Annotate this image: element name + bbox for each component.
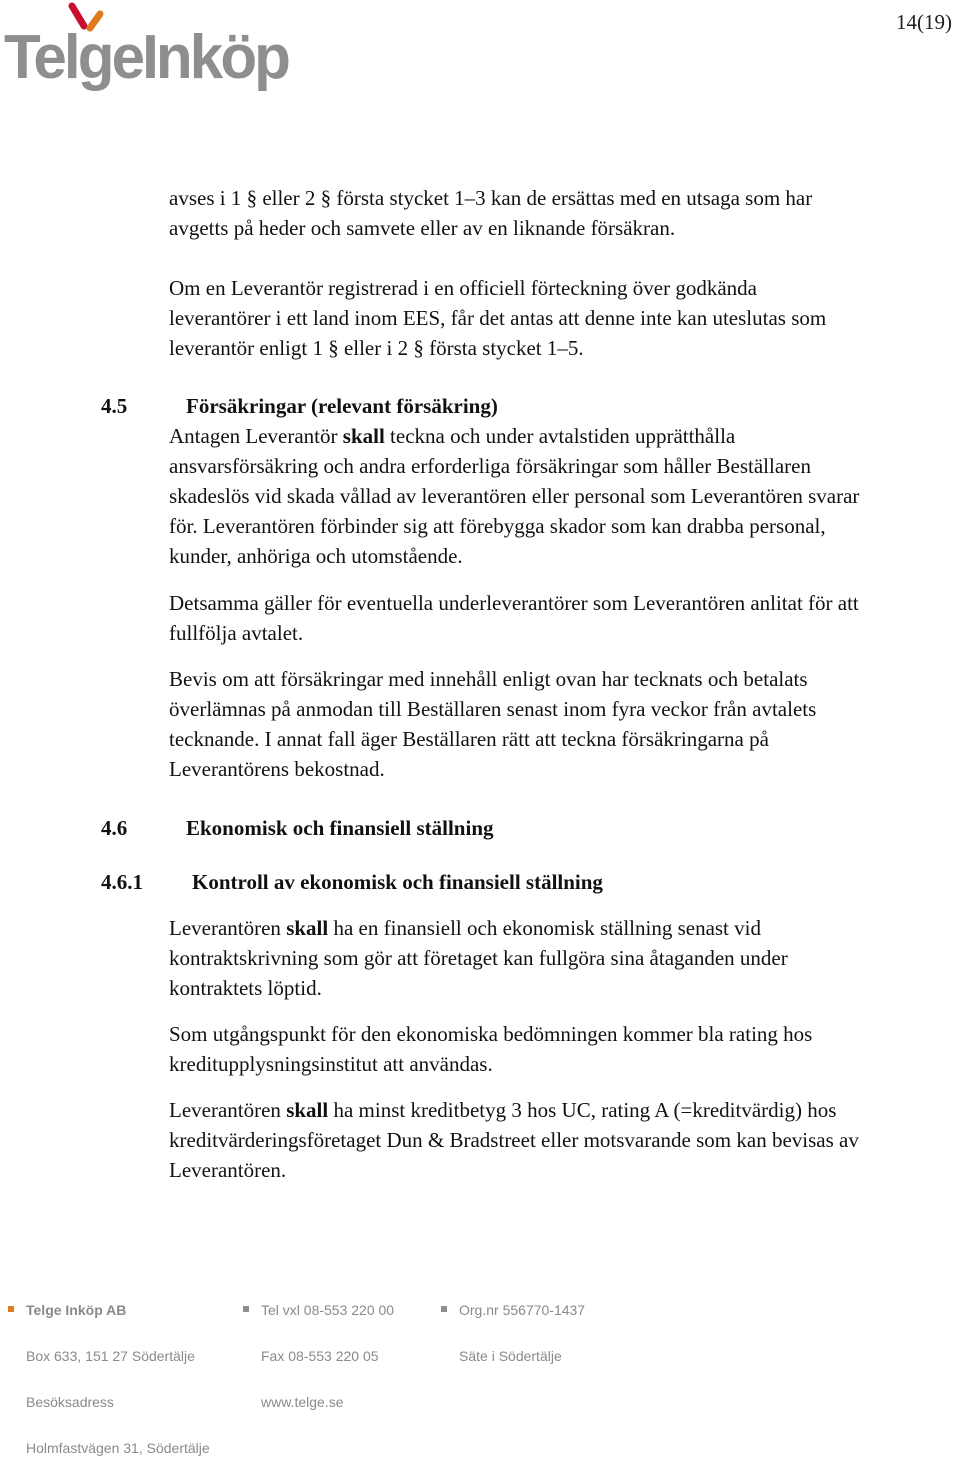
footer-tel: Tel vxl 08-553 220 00: [261, 1302, 395, 1318]
s461-p3-line-3: Leverantören.: [169, 1158, 287, 1182]
heading-4-6-1: [101, 867, 603, 897]
s461-p3-line-1: [169, 1095, 836, 1125]
s45-p3-line-4: Leverantörens bekostnad.: [169, 757, 385, 781]
s461-p1-line-2: kontraktskrivning som gör att företaget kan fullgöra sina åtaganden under: [169, 946, 788, 970]
s45-p1-line-2: ansvarsförsäkring och andra erforderliga försäkringar som håller Beställaren: [169, 454, 811, 478]
footer-box: Box 633, 151 27 Södertälje: [26, 1348, 195, 1364]
footer-fax: Fax 08-553 220 05: [261, 1348, 379, 1364]
heading-4-6-1-number: 4.6.1: [101, 870, 143, 894]
s461-p2-line-2: kreditupplysningsinstitut att användas.: [169, 1052, 493, 1076]
logo-graphic: [4, 2, 294, 92]
s461-p2-line-1: Som utgångspunkt för den ekonomiska bedömningen kommer bla rating hos: [169, 1022, 813, 1046]
page-number: 14(19): [896, 10, 952, 34]
page-footer: [0, 1296, 960, 1460]
paragraph-2-line-1: Om en Leverantör registrerad i en officiell förteckning över godkända: [169, 276, 757, 300]
paragraph-1-line-1: avses i 1 § eller 2 § första stycket 1–3 kan de ersättas med en utsaga som har: [169, 186, 813, 210]
heading-4-5: [101, 391, 498, 421]
s45-p1-text-a: Antagen Leverantör: [169, 424, 343, 448]
footer-web-link[interactable]: www.telge.se: [261, 1394, 344, 1410]
s461-p1-text-a: Leverantören: [169, 916, 287, 940]
s45-p3-line-1: Bevis om att försäkringar med innehåll enligt ovan har tecknats och betalats: [169, 667, 808, 691]
s45-p2-line-2: fullfölja avtalet.: [169, 621, 304, 645]
telge-inkop-logo: [4, 2, 294, 92]
s461-p1-line-3: kontraktets löptid.: [169, 976, 322, 1000]
paragraph-2-line-2: leverantörer i ett land inom EES, får det antas att denne inte kan uteslutas som: [169, 306, 827, 330]
s45-p3-line-3: tecknande. I annat fall äger Beställaren rätt att teckna försäkringarna på: [169, 727, 769, 751]
s461-p1-text-b: ha en finansiell och ekonomisk ställning senast vid: [328, 916, 761, 940]
s461-p3-text-b: ha minst kreditbetyg 3 hos UC, rating A (=kreditvärdig) hos: [328, 1098, 837, 1122]
footer-company: Telge Inköp AB: [26, 1302, 127, 1318]
s461-p3-text-a: Leverantören: [169, 1098, 287, 1122]
s461-p3-bold-skall: skall: [286, 1098, 329, 1122]
heading-4-6-number: 4.6: [101, 816, 128, 840]
paragraph-1-line-2: avgetts på heder och samvete eller av en liknande försäkran.: [169, 216, 676, 240]
s461-p1-line-1: [169, 913, 761, 943]
footer-visit-label: Besöksadress: [26, 1394, 114, 1410]
paragraph-2-line-3: leverantör enligt 1 § eller i 2 § första stycket 1–5.: [169, 336, 584, 360]
s45-p1-line-3: skadeslös vid skada vållad av leverantören eller personal som Leverantören svarar: [169, 484, 860, 508]
s461-p3-line-2: kreditvärderingsföretaget Dun & Bradstreet eller motsvarande som kan bevisas av: [169, 1128, 859, 1152]
s45-p1-line-4: för. Leverantören förbinder sig att förebygga skador som kan drabba personal,: [169, 514, 826, 538]
heading-4-6: [101, 813, 494, 843]
s461-p1-bold-skall: skall: [286, 916, 329, 940]
heading-4-5-number: 4.5: [101, 394, 128, 418]
footer-bullet-gray-2: [441, 1306, 447, 1312]
s45-p1-text-b: teckna och under avtalstiden upprätthålla: [384, 424, 736, 448]
s45-p1-bold-skall: skall: [342, 424, 385, 448]
footer-bullet-gray-1: [243, 1306, 249, 1312]
footer-orgnr: Org.nr 556770-1437: [459, 1302, 586, 1318]
footer-seat: Säte i Södertälje: [459, 1348, 562, 1364]
heading-4-5-title: Försäkringar (relevant försäkring): [186, 394, 498, 418]
heading-4-6-title: Ekonomisk och finansiell ställning: [186, 816, 494, 840]
footer-visit-address: Holmfastvägen 31, Södertälje: [26, 1440, 210, 1456]
s45-p2-line-1: Detsamma gäller för eventuella underleverantörer som Leverantören anlitat för att: [169, 591, 859, 615]
footer-bullet-orange: [8, 1306, 14, 1312]
s45-p1-line-1: [169, 421, 735, 451]
s45-p3-line-2: överlämnas på anmodan till Beställaren senast inom fyra veckor från avtalets: [169, 697, 817, 721]
heading-4-6-1-title: Kontroll av ekonomisk och finansiell ställning: [192, 870, 603, 894]
s45-p1-line-5: kunder, anhöriga och utomstående.: [169, 544, 463, 568]
logo-text: TelgeInköp: [4, 23, 290, 92]
